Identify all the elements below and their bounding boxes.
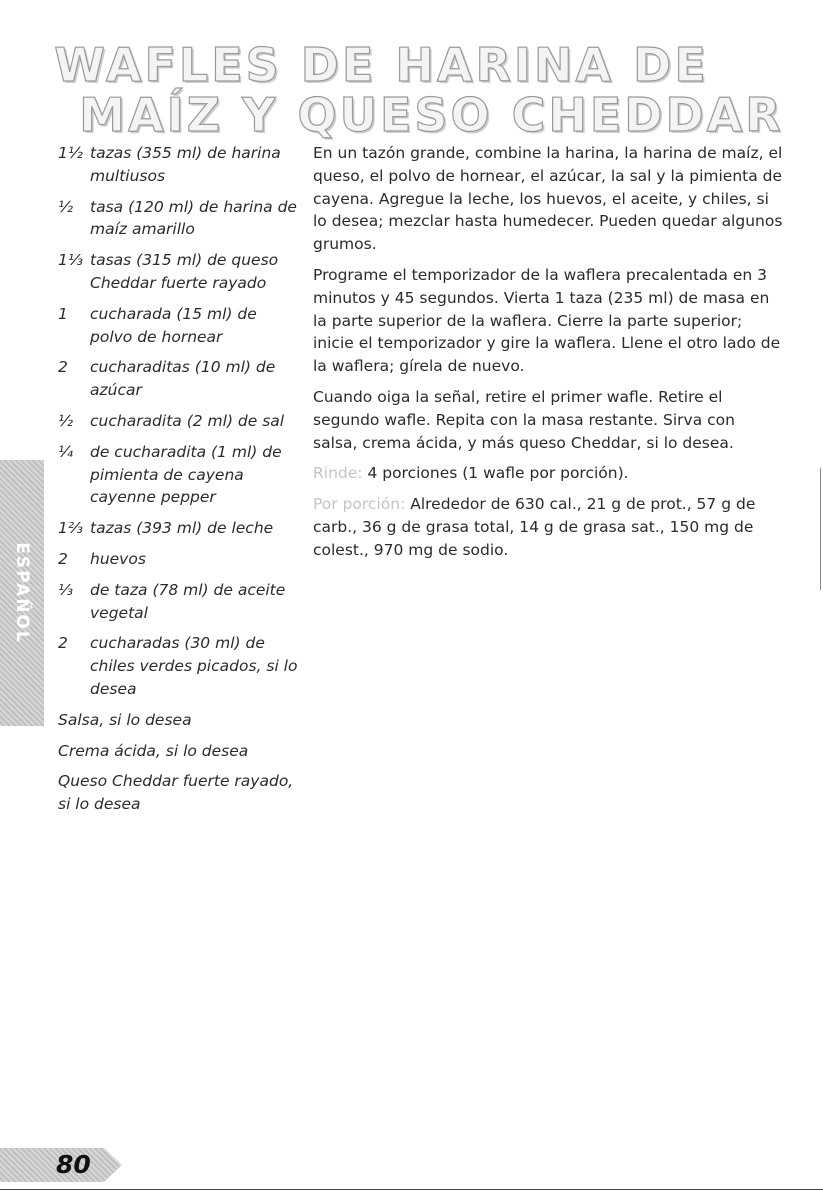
ingredient-item <box>58 303 298 349</box>
ingredient-quantity: 1⅔ <box>58 519 83 538</box>
bottom-rule <box>0 1189 823 1190</box>
recipe-title <box>0 40 823 140</box>
yield-value: 4 porciones (1 wafle por porción). <box>367 464 629 483</box>
recipe-yield <box>313 462 783 485</box>
ingredient-item <box>58 770 298 816</box>
ingredient-quantity: 1 <box>58 304 68 323</box>
ingredient-quantity: 2 <box>58 549 68 568</box>
ingredient-text: Salsa, si lo desea <box>58 710 192 729</box>
ingredient-item <box>58 709 298 732</box>
ingredient-quantity: ¼ <box>58 442 74 461</box>
recipe-nutrition <box>313 493 783 561</box>
ingredient-quantity: ⅓ <box>58 580 74 599</box>
ingredient-quantity: 1⅓ <box>58 251 83 270</box>
ingredient-item <box>58 356 298 402</box>
ingredient-quantity: ½ <box>58 197 74 216</box>
ingredient-quantity: 1½ <box>58 144 83 162</box>
ingredient-text: cucharadas (30 ml) de chiles verdes picados, si lo desea <box>90 634 298 698</box>
ingredient-item <box>58 410 298 433</box>
recipe-title-line-1: WAFLES DE HARINA DE <box>54 38 709 92</box>
yield-label: Rinde: <box>313 464 363 483</box>
ingredient-item <box>58 196 298 242</box>
nutrition-label: Por porción: <box>313 495 406 514</box>
ingredient-text: cucharada (15 ml) de polvo de hornear <box>90 304 257 346</box>
ingredient-text: tazas (355 ml) de harina multiusos <box>90 144 281 185</box>
page-number: 80 <box>56 1150 91 1179</box>
ingredient-text: de cucharadita (1 ml) de pimienta de cayena cayenne pepper <box>90 442 282 507</box>
ingredient-text: de taza (78 ml) de aceite vegetal <box>90 580 286 622</box>
instruction-paragraph: Cuando oiga la señal, retire el primer wafle. Retire el segundo wafle. Repita con la masa restante. Sirva con salsa, crema ácida, y más queso Cheddar, si lo desea. <box>313 387 735 452</box>
ingredient-item <box>58 740 298 763</box>
ingredient-list <box>58 142 298 824</box>
recipe-instructions <box>313 142 783 570</box>
instruction-paragraph: Programe el temporizador de la waflera precalentada en 3 minutos y 45 segundos. Vierta 1 taza (235 ml) de masa en la parte superior de la waflera. Cierre la parte superior; inicie el temporizador y gire la waflera. Llene el otro lado de la waflera; gírela de nuevo. <box>313 265 781 376</box>
ingredient-text: tazas (393 ml) de leche <box>90 519 274 538</box>
ingredient-quantity: 2 <box>58 358 68 377</box>
ingredient-item <box>58 579 298 625</box>
ingredient-text: Crema ácida, si lo desea <box>58 741 249 760</box>
instruction-paragraph: En un tazón grande, combine la harina, la harina de maíz, el queso, el polvo de hornear, el azúcar, la sal y la pimienta de cayena. Agregue la leche, los huevos, el aceite, y chiles, si lo desea; mezclar hasta humedecer. Pueden quedar algunos grumos. <box>313 144 783 254</box>
language-tab-label: ESPAÑOL <box>12 542 32 644</box>
ingredient-text: Queso Cheddar fuerte rayado, si lo desea <box>58 772 294 814</box>
right-edge-mark <box>820 468 821 590</box>
nutrition-value: Alrededor de 630 cal., 21 g de prot., 57 g de carb., 36 g de grasa total, 14 g de grasa sat., 150 mg de colest., 970 mg de sodio. <box>313 495 756 559</box>
ingredient-text: tasas (315 ml) de queso Cheddar fuerte rayado <box>90 251 279 292</box>
ingredient-item <box>58 142 298 188</box>
ingredient-item <box>58 632 298 700</box>
ingredient-text: tasa (120 ml) de harina de maíz amarillo <box>90 197 297 239</box>
ingredient-item <box>58 441 298 509</box>
ingredient-item <box>58 548 298 571</box>
ingredient-quantity: 2 <box>58 634 68 653</box>
ingredient-text: cucharaditas (10 ml) de azúcar <box>90 358 276 400</box>
ingredient-item <box>58 249 298 295</box>
language-side-tab <box>0 460 44 726</box>
ingredient-quantity: ½ <box>58 411 74 430</box>
ingredient-text: huevos <box>90 549 146 568</box>
ingredient-text: cucharadita (2 ml) de sal <box>90 411 285 430</box>
ingredient-item <box>58 517 298 540</box>
recipe-title-line-2: MAÍZ Y QUESO CHEDDAR <box>79 88 784 142</box>
